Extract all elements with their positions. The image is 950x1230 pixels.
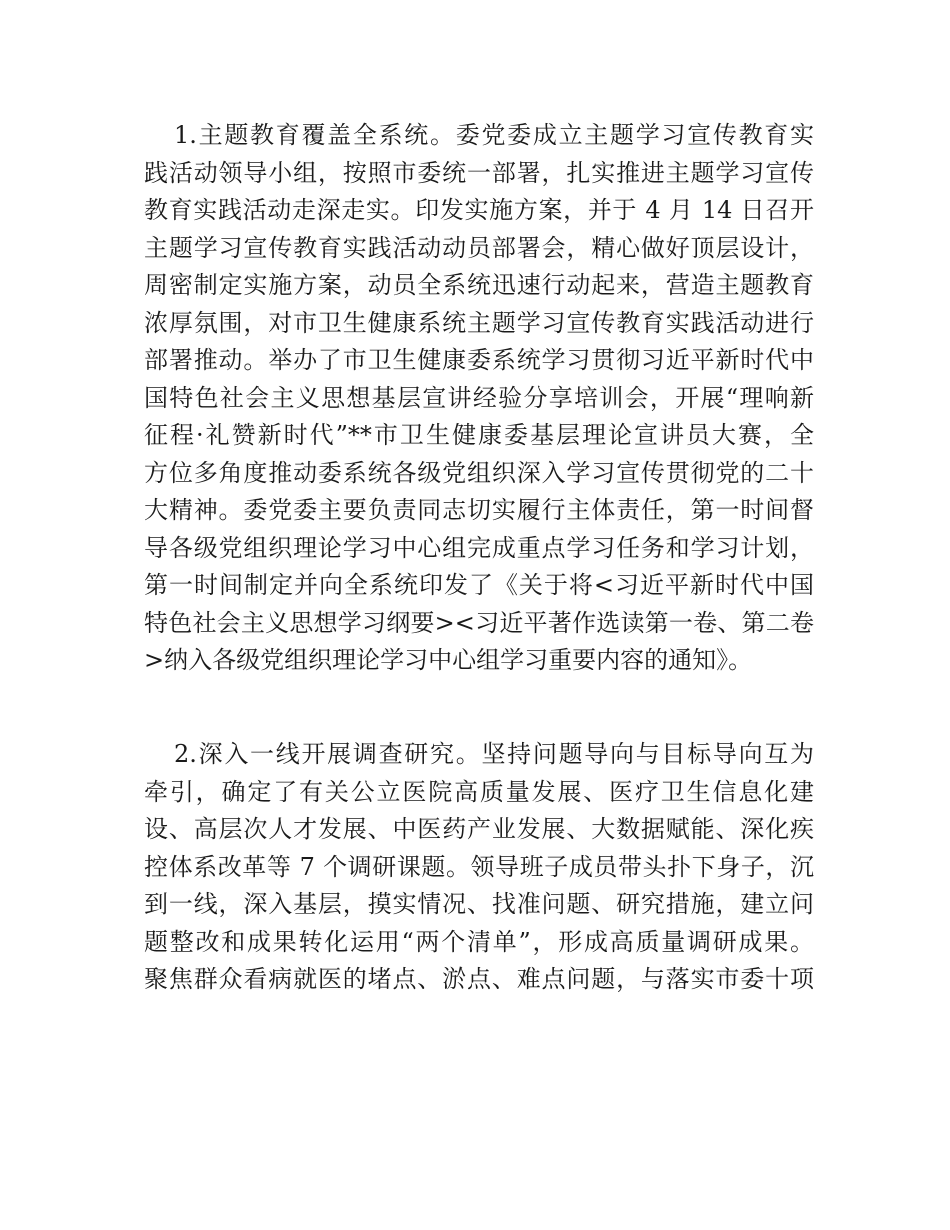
text-line: >纳入各级党组织理论学习中心组学习重要内容的通知》。 (144, 646, 753, 674)
text-line: 聚焦群众看病就医的堵点、淤点、难点问题，与落实市委十项 (144, 965, 814, 993)
text-line: 特色社会主义思想学习纲要><习近平著作选读第一卷、第二卷 (144, 608, 814, 637)
text-line: 导各级党组织理论学习中心组完成重点学习任务和学习计划， (144, 533, 814, 562)
paragraph-theme-education (144, 117, 814, 680)
text-line: 第一时间制定并向全系统印发了《关于将<习近平新时代中国 (144, 571, 814, 599)
text-line: 周密制定实施方案，动员全系统迅速行动起来，营造主题教育 (144, 271, 814, 299)
text-line: 方位多角度推动委系统各级党组织深入学习宣传贯彻党的二十 (144, 458, 814, 487)
text-line: 征程·礼赞新时代”**市卫生健康委基层理论宣讲员大赛，全 (144, 421, 814, 449)
text-line: 控体系改革等 7 个调研课题。领导班子成员带头扑下身子，沉 (144, 852, 814, 881)
text-line: 教育实践活动走深走实。印发实施方案，并于 4 月 14 日召开 (144, 196, 814, 224)
text-line: 大精神。委党委主要负责同志切实履行主体责任，第一时间督 (144, 496, 814, 524)
text-line: 国特色社会主义思想基层宣讲经验分享培训会，开展“理响新 (144, 383, 814, 412)
paragraph-field-research (144, 736, 814, 999)
text-line: 践活动领导小组，按照市委统一部署，扎实推进主题学习宣传 (144, 158, 814, 187)
text-line: 到一线，深入基层，摸实情况、找准问题、研究措施，建立问 (144, 890, 814, 918)
text-line: 1.主题教育覆盖全系统。委党委成立主题学习宣传教育实 (174, 121, 814, 149)
text-line: 牵引，确定了有关公立医院高质量发展、医疗卫生信息化建 (144, 777, 814, 806)
text-line: 题整改和成果转化运用“两个清单”，形成高质量调研成果。 (144, 927, 814, 956)
text-line: 主题学习宣传教育实践活动动员部署会，精心做好顶层设计， (144, 233, 814, 262)
text-line: 部署推动。举办了市卫生健康委系统学习贯彻习近平新时代中 (144, 346, 814, 374)
text-line: 2.深入一线开展调查研究。坚持问题导向与目标导向互为 (174, 740, 814, 768)
text-line: 浓厚氛围，对市卫生健康系统主题学习宣传教育实践活动进行 (144, 308, 814, 337)
text-line: 设、高层次人才发展、中医药产业发展、大数据赋能、深化疾 (144, 815, 814, 843)
